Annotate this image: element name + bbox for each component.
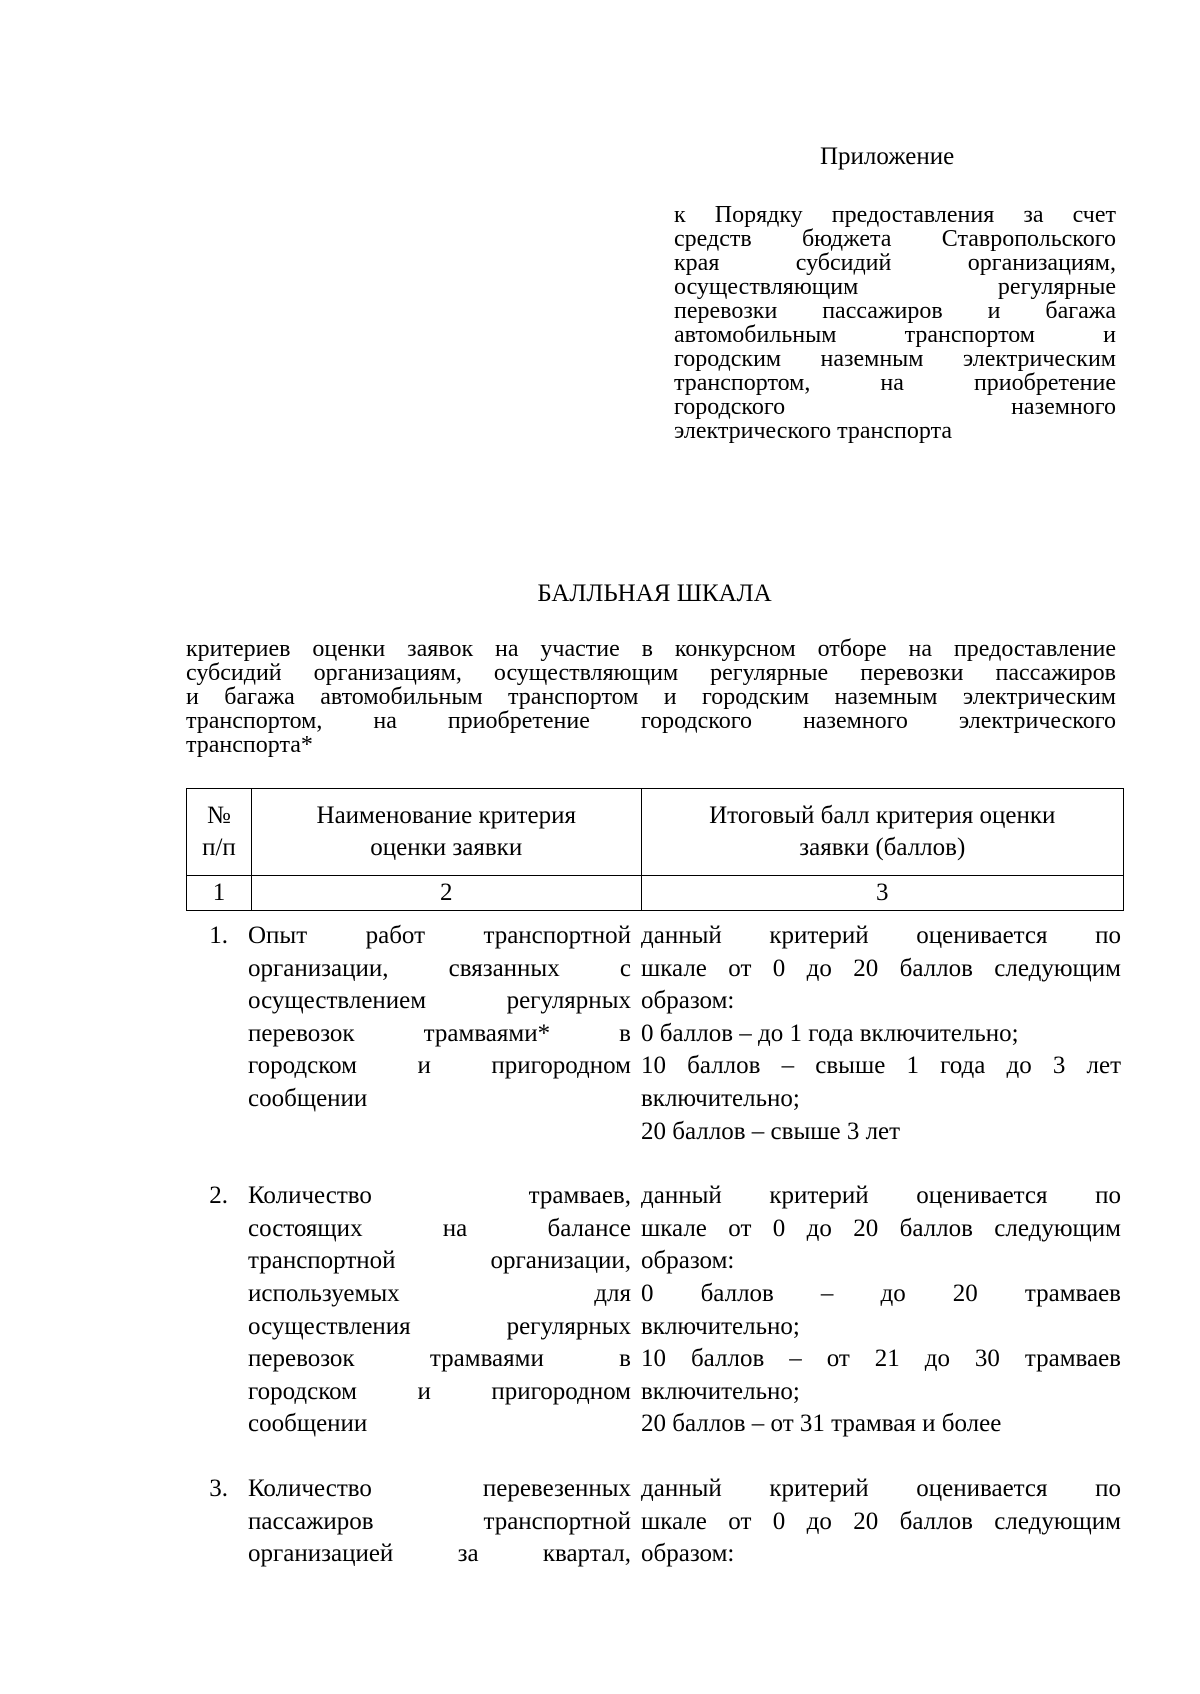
appendix-line: транспортом, на приобретение (674, 370, 1116, 396)
appendix-line: электрического транспорта (674, 418, 953, 444)
document-subtitle (186, 637, 1116, 757)
criteria-rows (186, 920, 1124, 1571)
subtitle-line: субсидий организациям, осуществляющим регулярные перевозки пассажиров (186, 660, 1116, 686)
appendix-title: Приложение (820, 143, 955, 170)
subtitle-line: транспортом, на приобретение городского наземного электрического (186, 708, 1116, 734)
criterion-score: данный критерий оценивается по шкале от 0 до 20 баллов следующим образом: 0 баллов – до 1 года включительно; 10 баллов – свыше 1 года до 3 лет включительно; 20 баллов – свыше 3 лет (641, 922, 1121, 1145)
appendix-line: осуществляющим регулярные (674, 274, 1116, 300)
column-number-1: 1 (187, 876, 252, 911)
subtitle-line: критериев оценки заявок на участие в конкурсном отборе на предоставление (186, 636, 1116, 662)
appendix-line: средств бюджета Ставропольского (674, 226, 1116, 252)
column-number-3: 3 (641, 876, 1123, 911)
document-title: БАЛЛЬНАЯ ШКАЛА (537, 580, 772, 607)
header-col-criterion: Наименование критерия оценки заявки (251, 789, 641, 876)
header-col-number: № п/п (187, 789, 252, 876)
table-row (186, 920, 1124, 1148)
criterion-score: данный критерий оценивается по шкале от 0 до 20 баллов следующим образом: (641, 1474, 1121, 1568)
criterion-score: данный критерий оценивается по шкале от 0 до 20 баллов следующим образом: 0 баллов – до 20 трамваев включительно; 10 баллов – от 21 до 30 трамваев включительно; 20 баллов – от 31 трамвая и более (641, 1182, 1121, 1438)
appendix-line: автомобильным транспортом и (674, 322, 1116, 348)
appendix-line: городским наземным электрическим (674, 346, 1116, 372)
subtitle-line: и багажа автомобильным транспортом и городским наземным электрическим (186, 684, 1116, 710)
appendix-line: перевозки пассажиров и багажа (674, 298, 1116, 324)
appendix-line: к Порядку предоставления за счет (674, 202, 1116, 228)
column-number-2: 2 (251, 876, 641, 911)
criterion-name: Опыт работ транспортной организации, связанных с осуществлением регулярных перевозок трамваями* в городском и пригородном сообщении (248, 922, 631, 1112)
row-number: 3. (209, 1474, 228, 1502)
criteria-table-header (186, 788, 1124, 911)
row-number: 2. (209, 1182, 228, 1210)
subtitle-line: транспорта* (186, 732, 313, 758)
appendix-reference (674, 203, 1116, 443)
table-row (186, 1473, 1124, 1571)
criterion-name: Количество перевезенных пассажиров транспортной организацией за квартал, (248, 1474, 631, 1568)
appendix-line: городского наземного (674, 394, 1116, 420)
header-col-score: Итоговый балл критерия оценки заявки (баллов) (641, 789, 1123, 876)
criterion-name: Количество трамваев, состоящих на балансе транспортной организации, используемых для осуществления регулярных перевозок трамваями в городском и пригородном сообщении (248, 1182, 631, 1438)
table-row (186, 1180, 1124, 1441)
row-number: 1. (209, 922, 228, 949)
appendix-line: края субсидий организациям, (674, 250, 1116, 276)
